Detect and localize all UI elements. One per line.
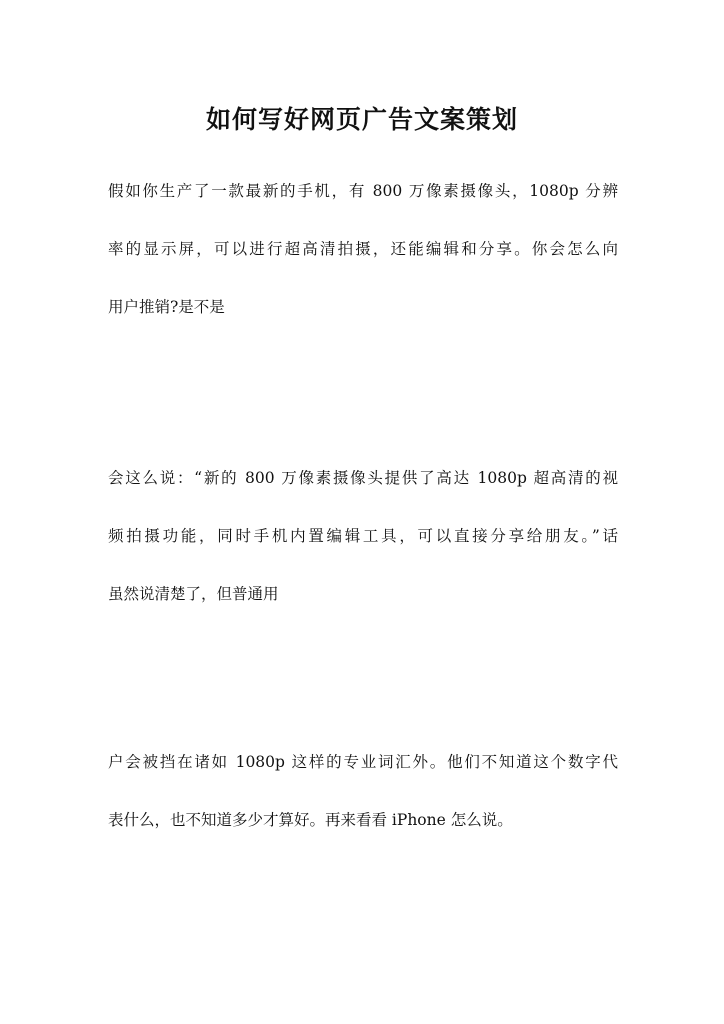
paragraph-2-line-3: 虽然说清楚了，但普通用	[108, 585, 279, 603]
paragraph-1-line-1: 假如你生产了一款最新的手机，有 800 万像素摄像头，1080p 分辨	[108, 182, 618, 200]
paragraph-3-line-1: 户会被挡在诸如 1080p 这样的专业词汇外。他们不知道这个数字代	[108, 753, 618, 771]
paragraph-2-line-1: 会这么说：“新的 800 万像素摄像头提供了高达 1080p 超高清的视	[108, 469, 618, 487]
paragraph-1-line-3: 用户推销?是不是	[108, 298, 225, 316]
paragraph-1-line-2: 率的显示屏，可以进行超高清拍摄，还能编辑和分享。你会怎么向	[108, 240, 618, 258]
document-title: 如何写好网页广告文案策划	[205, 105, 518, 134]
paragraph-2-line-2: 频拍摄功能，同时手机内置编辑工具，可以直接分享给朋友。”话	[108, 527, 618, 545]
paragraph-3-line-2: 表什么，也不知道多少才算好。再来看看 iPhone 怎么说。	[108, 811, 513, 829]
